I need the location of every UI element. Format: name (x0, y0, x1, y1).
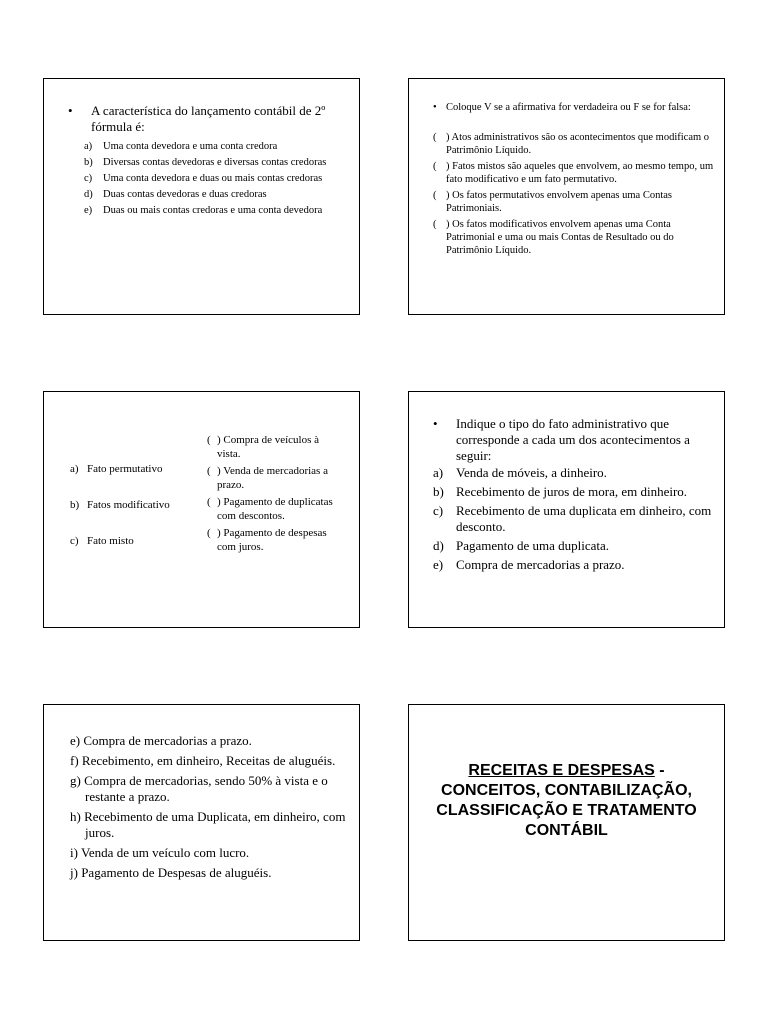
list-item: g) Compra de mercadorias, sendo 50% à vista e o restante a prazo. (70, 773, 328, 804)
option-marker: e) (84, 205, 93, 216)
option-marker: e) (433, 557, 444, 572)
statement-text: ) Atos administrativos são os acontecimentos que modificam o Patrimônio Líquido. (446, 132, 710, 156)
blank-marker: ( (433, 219, 437, 230)
list-item (84, 187, 354, 203)
list-item (84, 139, 354, 155)
blank-marker: ( (433, 132, 437, 143)
option-marker: d) (84, 189, 93, 200)
option-text: Duas ou mais contas credoras e uma conta devedora (103, 205, 323, 216)
event-list (207, 433, 335, 557)
list-item (207, 433, 335, 461)
list-item: h) Recebimento de uma Duplicata, em dinheiro, com juros. (70, 809, 346, 840)
event-text: ) Pagamento de despesas com juros. (217, 527, 327, 553)
statement-text: ) Fatos mistos são aqueles que envolvem, ao mesmo tempo, um fato modificativo e um fato permutativo. (446, 161, 714, 185)
option-text: Venda de móveis, a dinheiro. (456, 465, 607, 480)
option-marker: a) (70, 463, 79, 475)
list-item (433, 484, 713, 500)
list-item (84, 171, 354, 187)
option-text: Recebimento de juros de mora, em dinheiro. (456, 484, 688, 499)
blank-marker: ( (207, 496, 211, 508)
option-marker: b) (70, 499, 80, 511)
list-item (433, 465, 713, 481)
event-text: ) Compra de veículos à vista. (217, 434, 320, 460)
list-item (84, 155, 354, 171)
list-item (433, 189, 718, 215)
section-title-underlined: RECEITAS E DESPESAS (468, 762, 655, 779)
question-text: Indique o tipo do fato administrativo que corresponde a cada um dos acontecimentos a seguir: (456, 416, 690, 463)
list-item (433, 557, 713, 573)
event-text: ) Venda de mercadorias a prazo. (217, 465, 328, 491)
blank-marker: ( (433, 161, 437, 172)
option-text: Diversas contas devedoras e diversas contas credoras (103, 157, 327, 168)
slide-3 (43, 391, 360, 628)
option-text: Uma conta devedora e uma conta credora (103, 141, 278, 152)
list-item (433, 503, 713, 535)
bullet: • (433, 416, 438, 431)
option-marker: a) (84, 141, 93, 152)
statement-text: ) Os fatos permutativos envolvem apenas uma Contas Patrimoniais. (446, 190, 672, 214)
blank-marker: ( (207, 434, 211, 446)
bullet: • (68, 103, 73, 118)
option-list (433, 465, 713, 576)
slide-6 (408, 704, 725, 941)
list-item: f) Recebimento, em dinheiro, Receitas de aluguéis. (70, 753, 336, 768)
option-marker: d) (433, 538, 444, 553)
fact-type-item (70, 534, 134, 548)
fact-type-text: Fato permutativo (87, 463, 163, 475)
fact-type-item (70, 462, 162, 476)
section-title-rest: - CONCEITOS, CONTABILIZAÇÃO, CLASSIFICAÇÃO E TRATAMENTO CONTÁBIL (436, 762, 697, 839)
list-item: i) Venda de um veículo com lucro. (70, 845, 250, 860)
fact-type-item (70, 498, 170, 512)
answer-list (70, 733, 355, 885)
question-text: Coloque V se a afirmativa for verdadeira ou F se for falsa: (446, 102, 691, 113)
blank-marker: ( (207, 465, 211, 477)
list-item (207, 495, 335, 523)
event-text: ) Pagamento de duplicatas com descontos. (217, 496, 333, 522)
option-marker: c) (433, 503, 444, 518)
fact-type-text: Fatos modificativo (87, 499, 170, 511)
option-marker: c) (70, 535, 79, 547)
statement-text: ) Os fatos modificativos envolvem apenas uma Conta Patrimonial e uma ou mais Contas de Resultado ou do Patrimônio Líquido. (446, 219, 674, 256)
list-item: e) Compra de mercadorias a prazo. (70, 733, 252, 748)
option-list (84, 139, 354, 219)
option-marker: c) (84, 173, 93, 184)
slide-4 (408, 391, 725, 628)
slide-5 (43, 704, 360, 941)
list-item (433, 131, 718, 157)
option-marker: a) (433, 465, 444, 480)
option-marker: b) (84, 157, 93, 168)
bullet: • (433, 102, 437, 113)
option-text: Recebimento de uma duplicata em dinheiro, com desconto. (456, 503, 712, 534)
list-item (433, 538, 713, 554)
fact-type-text: Fato misto (87, 535, 134, 547)
blank-marker: ( (207, 527, 211, 539)
option-text: Compra de mercadorias a prazo. (456, 557, 625, 572)
slide-1 (43, 78, 360, 315)
statement-list (433, 131, 718, 260)
list-item: j) Pagamento de Despesas de aluguéis. (70, 865, 272, 880)
option-marker: b) (433, 484, 444, 499)
option-text: Uma conta devedora e duas ou mais contas credoras (103, 173, 323, 184)
question-text: A característica do lançamento contábil de 2º fórmula é: (91, 103, 326, 134)
list-item (433, 160, 718, 186)
list-item (84, 203, 354, 219)
list-item (207, 526, 335, 554)
slide-2 (408, 78, 725, 315)
section-title (419, 761, 714, 841)
option-text: Pagamento de uma duplicata. (456, 538, 610, 553)
blank-marker: ( (433, 190, 437, 201)
list-item (207, 464, 335, 492)
list-item (433, 218, 718, 257)
option-text: Duas contas devedoras e duas credoras (103, 189, 267, 200)
